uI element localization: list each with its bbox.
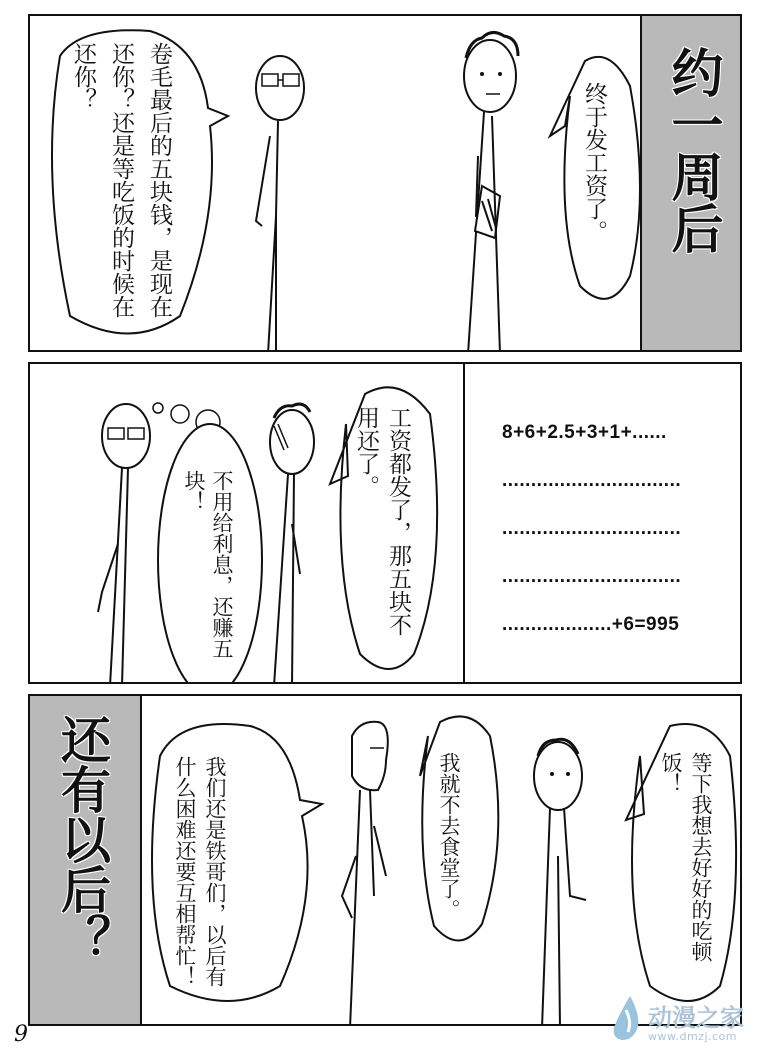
sum-line-4: ...............................: [502, 566, 682, 587]
panel-2-speech-text: 工资都发了，那五块不用还了。: [353, 406, 411, 636]
sum-line-5: ...................+6=995: [502, 614, 680, 635]
panel-1-caption-text: 约一周后: [662, 46, 723, 254]
panel-1-caption: [640, 16, 742, 352]
panel-3-caption-text: 还有以后？: [53, 714, 112, 964]
sum-line-1: 8+6+2.5+3+1+......: [502, 422, 667, 443]
panel-3-bubble-right-text: 等下我想去好好的吃顿饭！: [659, 752, 713, 962]
panel-1-bubble-right-text: 终于发工资了。: [581, 82, 607, 243]
panel-3-bubble-left-text: 我们还是铁哥们，以后有什么困难还要互相帮忙！: [173, 756, 227, 987]
panel-2-thought-text: 不用给利息，还赚五块！: [182, 470, 234, 659]
panel-3-art: [30, 696, 742, 1026]
panel-2: [28, 362, 742, 684]
panel-1-bubble-left-text: 卷毛最后的五块钱，是现在还你？还是等吃饭的时候在还你？: [70, 42, 172, 318]
watermark-name: 动漫之家: [648, 1004, 744, 1032]
sum-line-3: ...............................: [502, 518, 682, 539]
sum-line-2: ...............................: [502, 470, 682, 491]
panel-1: [28, 14, 742, 352]
page-number: 9: [14, 1022, 28, 1047]
watermark-url: www.dmzj.com: [648, 1030, 737, 1043]
dmzj-logo-icon: [610, 996, 644, 1042]
panel-3: [28, 694, 742, 1026]
panel-3-bubble-middle-text: 我就不去食堂了。: [437, 752, 461, 920]
